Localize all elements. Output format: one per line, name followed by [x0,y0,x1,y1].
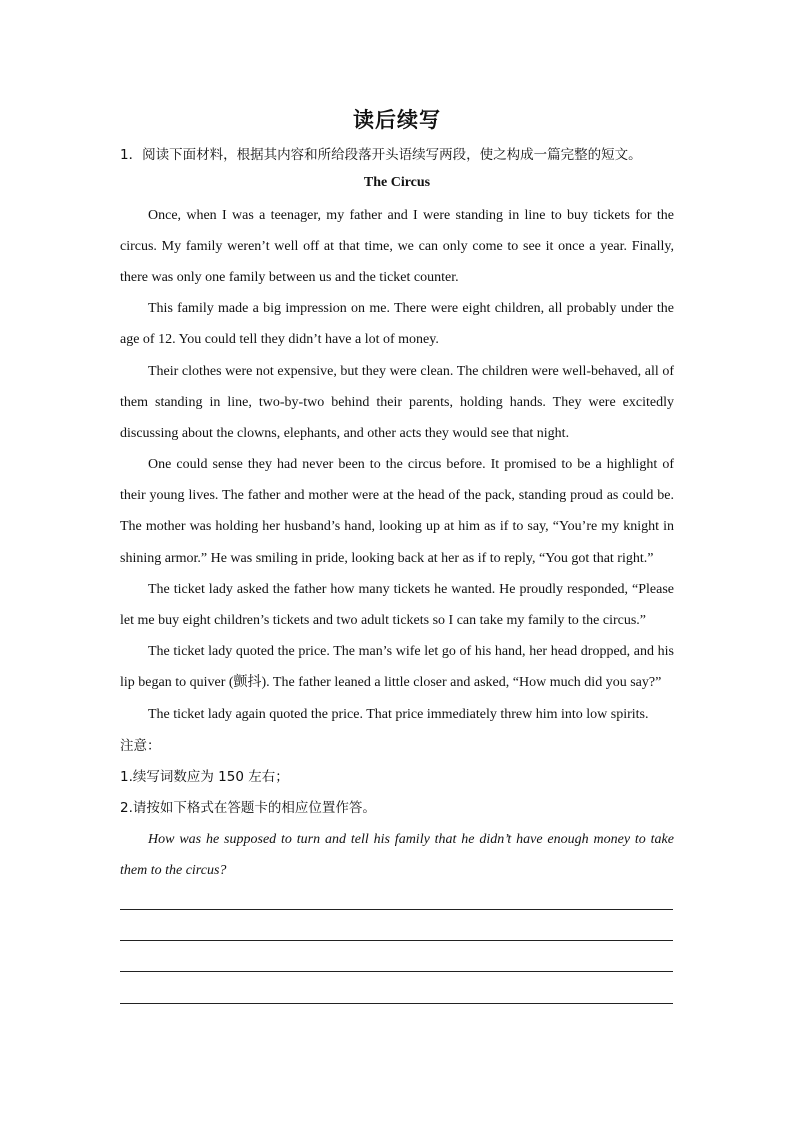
story-title: The Circus [363,175,431,190]
story-line: Their clothes were not expensive, but they were clean. The children were well-behaved, all of [148,364,674,379]
story-line: let me buy eight children’s tickets and two adult tickets so I can take my family to the circus.” [120,613,647,628]
answer-line [120,940,673,941]
story-line: shining armor.” He was smiling in pride, looking back at her as if to reply, “You got that right.” [120,551,654,566]
story-line: their young lives. The father and mother were at the head of the pack, standing proud as could be. [120,488,674,503]
prompt-line: them to the circus? [120,863,227,878]
story-line: The ticket lady asked the father how many tickets he wanted. He proudly responded, “Please [148,582,674,597]
page-title: 读后续写 [353,108,441,132]
note-item: 1.续写词数应为 150 左右； [120,769,289,785]
story-line: This family made a big impression on me. There were eight children, all probably under the [148,301,674,316]
story-line: them standing in line, two-by-two behind their parents, holding hands. They were excitedly [120,395,674,410]
story-line: lip began to quiver (颤抖). The father leaned a little closer and asked, “How much did you say?” [120,675,662,690]
answer-line [120,909,673,910]
story-line: Once, when I was a teenager, my father and I were standing in line to buy tickets for the [148,208,674,223]
story-line: The mother was holding her husband’s hand, looking up at him as if to say, “You’re my knight in [120,519,674,534]
answer-line [120,1003,673,1004]
story-line: circus. My family weren’t well off at that time, we can only come to see it once a year. Finally, [120,239,674,254]
story-line: The ticket lady quoted the price. The man’s wife let go of his hand, her head dropped, and his [148,644,674,659]
answer-line [120,971,673,972]
task-instruction: 1．阅读下面材料，根据其内容和所给段落开头语续写两段，使之构成一篇完整的短文。 [120,147,642,163]
note-item: 2.请按如下格式在答题卡的相应位置作答。 [120,800,376,816]
story-line: The ticket lady again quoted the price. That price immediately threw him into low spirits. [148,707,649,722]
prompt-line: How was he supposed to turn and tell his family that he didn’t have enough money to take [148,832,674,847]
story-line: discussing about the clowns, elephants, and other acts they would see that night. [120,426,570,441]
story-line: age of 12. You could tell they didn’t have a lot of money. [120,332,439,347]
notes-heading: 注意： [120,738,161,754]
story-line: One could sense they had never been to the circus before. It promised to be a highlight of [148,457,674,472]
story-line: there was only one family between us and the ticket counter. [120,270,459,285]
